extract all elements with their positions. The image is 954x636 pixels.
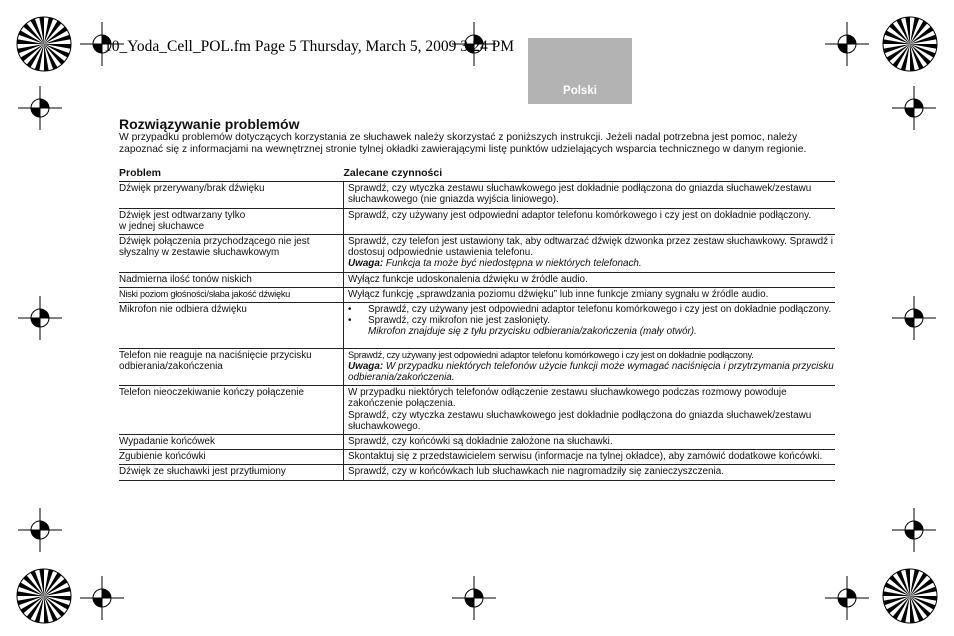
action-cell: Skontaktuj się z przedstawicielem serwisu (informacje na tylnej okładce), aby zamówić dodatkowe końcówki. — [344, 450, 836, 465]
table-header-row — [119, 165, 835, 182]
note-label: Uwaga: — [348, 360, 384, 372]
problem-line: Dźwięk jest odtwarzany tylko — [119, 209, 246, 221]
problem-cell: Dźwięk połączenia przychodzącego nie jest słyszalny w zestawie słuchawkowym — [119, 235, 344, 273]
column-header-problem: Problem — [119, 165, 344, 182]
note-text: Mikrofon znajduje się z tyłu przycisku odbierania/zakończenia (mały otwór). — [368, 326, 697, 338]
action-text: Sprawdź, czy telefon jest ustawiony tak, aby odtwarzać dźwięk dzwonka przez zestaw słuchawkowy. Sprawdź i dostosuj odpowiednie ustawienia telefonu. — [348, 236, 833, 259]
table-row — [119, 348, 835, 386]
problem-cell — [119, 287, 344, 302]
bullet-item — [348, 304, 835, 315]
note-label: Uwaga: — [348, 258, 384, 270]
problem-cell: Telefon nieoczekiwanie kończy połączenie — [119, 386, 344, 435]
registration-mark-icon — [18, 296, 62, 340]
registration-mark-icon — [825, 22, 869, 66]
table-row — [119, 272, 835, 287]
table-row — [119, 450, 835, 465]
action-cell — [344, 235, 836, 273]
action-cell: Sprawdź, czy w końcówkach lub słuchawkach nie nagromadziły się zanieczyszczenia. — [344, 465, 836, 480]
problem-cell — [119, 208, 344, 234]
problem-line: w jednej słuchawce — [119, 220, 205, 232]
star-target-icon — [16, 568, 72, 624]
registration-mark-icon — [18, 86, 62, 130]
action-cell: Wyłącz funkcje udoskonalenia dźwięku w źródle audio. — [344, 272, 836, 287]
table-row — [119, 182, 835, 208]
registration-mark-icon — [892, 296, 936, 340]
bullet-item — [348, 315, 835, 337]
registration-mark-icon — [18, 508, 62, 552]
table-row — [119, 386, 835, 435]
table-row — [119, 435, 835, 450]
table-row — [119, 235, 835, 273]
registration-mark-icon — [80, 576, 124, 620]
star-target-icon — [882, 16, 938, 72]
note-text: Funkcja ta może być niedostępna w niektórych telefonach. — [385, 258, 642, 270]
action-cell — [344, 348, 836, 386]
star-target-icon — [16, 16, 72, 72]
action-text: Sprawdź, czy używany jest odpowiedni adaptor telefonu komórkowego i czy jest on dokładnie podłączony. — [348, 349, 754, 360]
registration-mark-icon — [452, 576, 496, 620]
note-text: W przypadku niektórych telefonów użycie funkcji może wymagać naciśnięcia i przytrzymania przycisku odbierania/zakończenia. — [348, 360, 834, 384]
troubleshooting-table — [119, 165, 835, 481]
bullet-text: Sprawdź, czy używany jest odpowiedni adaptor telefonu komórkowego i czy jest on dokładnie podłączony. — [368, 304, 832, 316]
star-target-icon — [882, 568, 938, 624]
action-cell: Sprawdź, czy wtyczka zestawu słuchawkowego jest dokładnie podłączona do gniazda słuchawek/zestawu słuchawkowego (nie gniazda wyjścia liniowego). — [344, 182, 836, 208]
bullet-text: Sprawdź, czy mikrofon nie jest zasłonięty. — [368, 315, 551, 327]
table-row — [119, 208, 835, 234]
action-cell: Sprawdź, czy używany jest odpowiedni adaptor telefonu komórkowego i czy jest on dokładnie podłączony. — [344, 208, 836, 234]
file-info-line: 10_Yoda_Cell_POL.fm Page 5 Thursday, March 5, 2009 3:24 PM — [104, 38, 515, 55]
language-tab — [528, 38, 632, 104]
section-title: Rozwiązywanie problemów — [119, 116, 300, 132]
table-row — [119, 287, 835, 302]
action-cell: Wyłącz funkcję „sprawdzania poziomu dźwięku” lub inne funkcje zmiany sygnału w źródle audio. — [344, 287, 836, 302]
action-cell — [344, 386, 836, 435]
problem-text: Niski poziom głośności/słaba jakość dźwięku — [119, 288, 291, 299]
problem-cell: Wypadanie końcówek — [119, 435, 344, 450]
bullet-list — [348, 304, 835, 338]
problem-cell: Mikrofon nie odbiera dźwięku — [119, 303, 344, 349]
troubleshooting-section — [119, 116, 835, 481]
action-text: Sprawdź, czy wtyczka zestawu słuchawkowego jest dokładnie podłączona do gniazda słuchawek/zestawu słuchawkowego. — [348, 409, 812, 432]
section-intro: W przypadku problemów dotyczących korzystania ze słuchawek należy skorzystać z poniższych instrukcji. Jeżeli nadal potrzebna jest pomoc, należy zapoznać się z informacjami na wewnętrznej stronie tylnej okładki zawierającymi listę punktów udzielających wsparcia technicznego w danym regionie. — [119, 132, 807, 155]
registration-mark-icon — [892, 508, 936, 552]
action-text: W przypadku niektórych telefonów odłączenie zestawu słuchawkowego podczas rozmowy powoduje zakończenie połączenia. — [348, 387, 787, 410]
action-cell: Sprawdź, czy końcówki są dokładnie założone na słuchawki. — [344, 435, 836, 450]
column-header-action: Zalecane czynności — [344, 165, 836, 182]
registration-mark-icon — [892, 86, 936, 130]
problem-cell: Zgubienie końcówki — [119, 450, 344, 465]
problem-cell: Dźwięk ze słuchawki jest przytłumiony — [119, 465, 344, 480]
problem-cell: Dźwięk przerywany/brak dźwięku — [119, 182, 344, 208]
table-row — [119, 303, 835, 349]
problem-cell: Telefon nie reaguje na naciśnięcie przycisku odbierania/zakończenia — [119, 348, 344, 386]
table-row — [119, 465, 835, 480]
language-tab-label: Polski — [563, 85, 597, 97]
action-cell — [344, 303, 836, 349]
registration-mark-icon — [825, 576, 869, 620]
problem-cell: Nadmierna ilość tonów niskich — [119, 272, 344, 287]
